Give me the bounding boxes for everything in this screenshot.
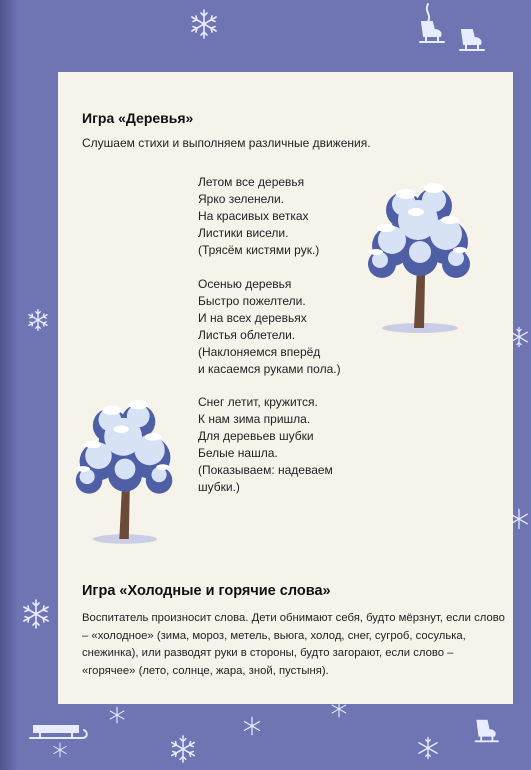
poem-line: Летом все деревья	[198, 175, 305, 189]
sled-icon	[28, 720, 90, 753]
snowflake-icon	[242, 716, 262, 736]
snowflake-icon	[188, 8, 220, 40]
poem-line: К нам зима пришла.	[198, 412, 311, 426]
poem-line: Снег летит, кружится.	[198, 395, 318, 409]
poem-line: шубки.)	[198, 480, 240, 494]
game-title: Игра «Деревья»	[82, 110, 194, 126]
snowflake-icon	[108, 706, 126, 724]
poem-line: Для деревьев шубки	[198, 429, 314, 443]
poem-line: (Наклоняемся вперёд	[198, 345, 321, 359]
game-intro: Слушаем стихи и выполняем различные движения.	[82, 136, 371, 150]
ice-skate-icon	[470, 706, 526, 761]
poem-line: (Показываем: надеваем	[198, 463, 333, 477]
poem-stanza	[198, 174, 319, 259]
poem-line: Ярко зеленели.	[198, 192, 284, 206]
snowflake-icon	[168, 734, 198, 764]
poem-line: Листики висели.	[198, 226, 289, 240]
ice-skate-icon	[454, 10, 514, 65]
poem-line: На красивых ветках	[198, 209, 309, 223]
poem-stanza	[198, 276, 341, 378]
poem-line: Листья облетели.	[198, 328, 296, 342]
poem-line: (Трясём кистями рук.)	[198, 243, 320, 257]
poem-line: И на всех деревьях	[198, 311, 307, 325]
poem-line: и касаемся руками пола.)	[198, 362, 341, 376]
snowy-tree	[362, 172, 474, 341]
snowflake-icon	[26, 308, 50, 332]
snowy-tree	[72, 388, 178, 555]
snowflake-icon	[20, 598, 52, 630]
poem-line: Быстро пожелтели.	[198, 294, 306, 308]
poem-stanza	[198, 394, 333, 496]
poem-line: Осенью деревья	[198, 277, 292, 291]
game-title: Игра «Холодные и горячие слова»	[82, 583, 331, 599]
game-description: Воспитатель произносит слова. Дети обнимают себя, будто мёрзнут, если слово – «холодное» (зима, мороз, метель, вьюга, холод, снег, сугроб, сосулька, снежинка), или разводят руки в стороны, будто загорают, если слово – «горячее» (лето, солнце, жара, зной, пустыня).	[82, 612, 505, 677]
poem-line: Белые нашла.	[198, 446, 278, 460]
book-spine-shadow	[0, 0, 18, 770]
snowflake-icon	[416, 736, 440, 760]
